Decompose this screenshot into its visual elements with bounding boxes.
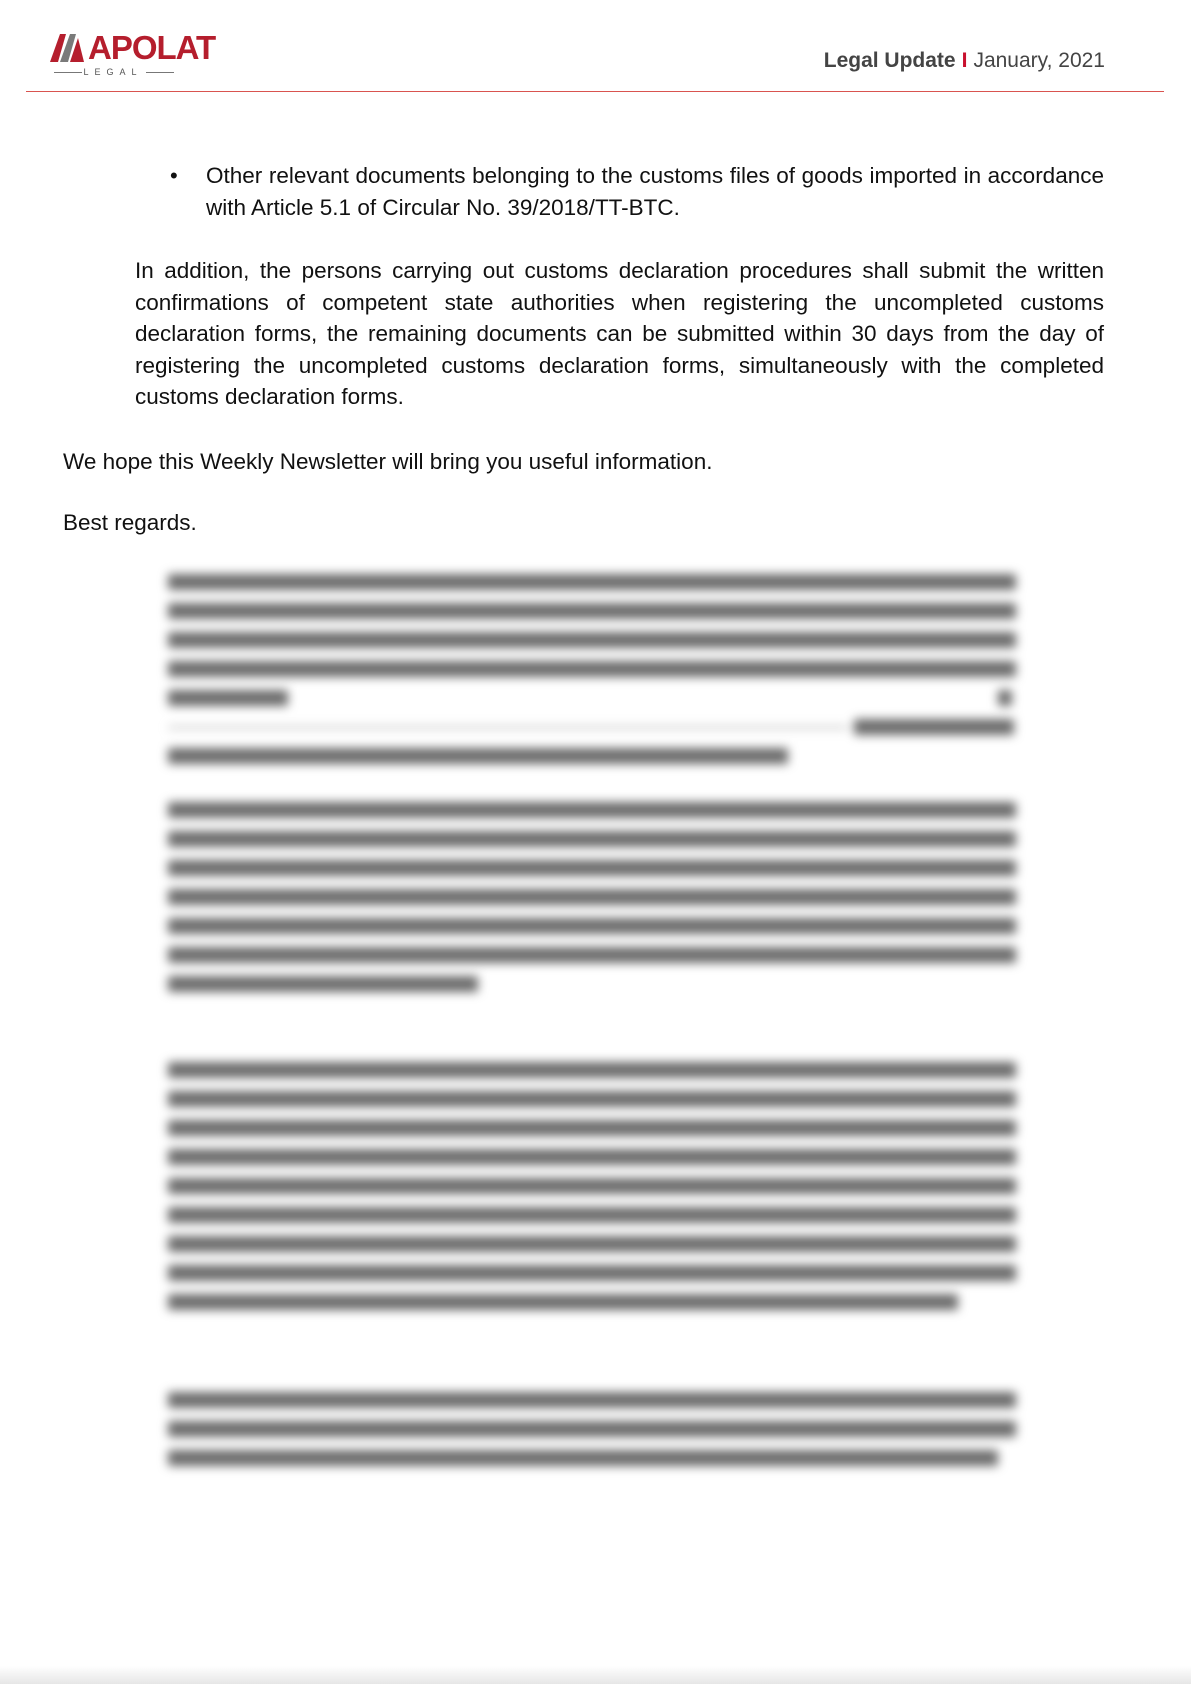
logo-wordmark: APOLAT: [88, 29, 216, 66]
page-header: [0, 0, 1191, 94]
bullet-icon: •: [170, 163, 178, 188]
apolat-legal-logo: [50, 29, 216, 78]
logo-subtext: LEGAL: [50, 66, 176, 78]
header-date: January, 2021: [973, 49, 1105, 72]
page-bottom-edge: [0, 1666, 1191, 1684]
blurred-contract-text: [162, 562, 1020, 1482]
newsletter-line: We hope this Weekly Newsletter will bring you useful information.: [63, 449, 713, 474]
bullet-text: Other relevant documents belonging to the customs files of goods imported in accordance with Article 5.1 of Circular No. 39/2018/TT-BTC.: [206, 163, 1104, 220]
closing-line: Best regards.: [63, 510, 197, 535]
header-title-strong: Legal Update: [823, 49, 956, 72]
header-rule: [26, 91, 1164, 92]
header-separator: I: [961, 49, 968, 72]
body-paragraph: In addition, the persons carrying out customs declaration procedures shall submit the written confirmations of competent state authorities when registering the uncompleted customs declaration forms, the remaining documents can be submitted within 30 days from the day of registering the uncompleted customs declaration forms, simultaneously with the completed customs declaration forms.: [135, 258, 1104, 409]
header-title: [824, 49, 1105, 73]
